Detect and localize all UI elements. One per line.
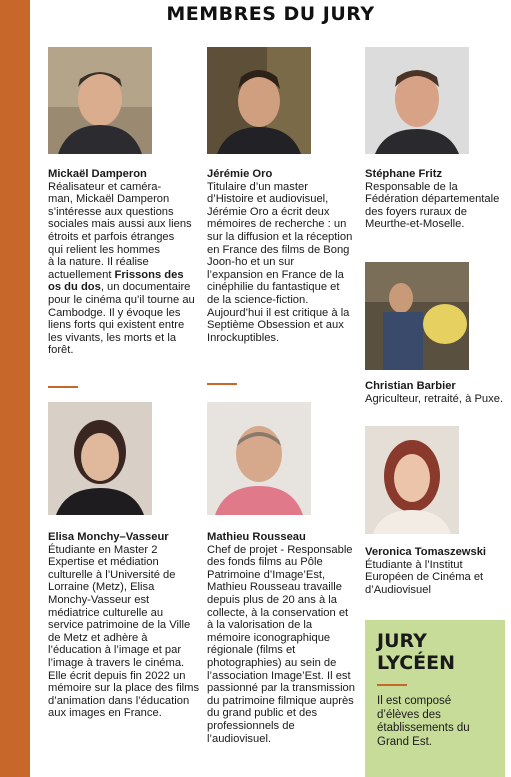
separator bbox=[48, 386, 78, 388]
member-stephane-fritz bbox=[365, 168, 507, 231]
member-name: Stéphane Fritz bbox=[365, 168, 443, 180]
portrait-photo-mickael-damperon bbox=[48, 47, 152, 154]
member-name: Elisa Monchy–Vasseur bbox=[48, 531, 169, 543]
member-bio: Réalisateur et caméra- man, Mickaël Damperon s’intéresse aux questions sociales mais aussi aux liens étroits et parfois étranges qui relient les hommes à la nature. Il réalise actuellement Frissons des os du dos, un documentaire pour le cinéma qu’il tourne au Cambodge. Il y évoque les liens forts qui existent entre les vivants, les morts et la forêt. bbox=[48, 180, 195, 357]
jury-lyceen-title: JURY LYCÉEN bbox=[377, 630, 456, 674]
member-bio: Étudiante en Master 2 Expertise et médiation culturelle à l’Université de Lorraine (Metz), Elisa Monchy-Vasseur est médiatrice culturelle au service patrimoine de la Ville de Metz et adhère à l’éducation à l’image et par l’image à travers le cinéma. Elle écrit depuis fin 2022 un mémoire sur la place des films d’animation dans l’éducation aux images en France. bbox=[48, 543, 200, 720]
portrait-photo-mathieu-rousseau bbox=[207, 402, 311, 515]
member-mickael-damperon bbox=[48, 168, 198, 357]
page-title: MEMBRES DU JURY bbox=[166, 3, 375, 25]
separator bbox=[207, 383, 237, 385]
member-name: Jérémie Oro bbox=[207, 168, 273, 180]
portrait-photo-stephane-fritz bbox=[365, 47, 469, 154]
portrait-photo-veronica-tomaszewski bbox=[365, 426, 459, 534]
member-bio: Responsable de la Fédération départementale des foyers ruraux de Meurthe-et-Moselle. bbox=[365, 180, 500, 231]
member-bio: Étudiante à l’Institut Européen de Cinéma et d’Audiovisuel bbox=[365, 558, 484, 596]
member-bio: Titulaire d’un master d’Histoire et audiovisuel, Jérémie Oro a écrit deux mémoires de recherche : un sur la diffusion et la réception en France des films de Bong Joon-ho et un sur l’expansion en France de la cinéphilie du fantastique et de la science-fiction. Aujourd’hui il est critique à la Septième Obsession et aux Inrockuptibles. bbox=[207, 180, 353, 344]
portrait-photo-elisa-monchy-vasseur bbox=[48, 402, 152, 515]
jury-lyceen-box bbox=[365, 620, 505, 777]
left-accent-band bbox=[0, 0, 30, 777]
separator bbox=[377, 684, 407, 686]
member-bio: Chef de projet - Responsable des fonds films au Pôle Patrimoine d’Image’Est, Mathieu Rousseau travaille depuis plus de 20 ans à la collecte, à la conservation et à la valorisation de la mémoire iconographique régionale (films et photographies) au sein de l’association Image’Est. Il est passionné par la transmission du patrimoine filmique auprès du grand public et des professionnels de l’audiovisuel. bbox=[207, 543, 355, 745]
portrait-photo-jeremie-oro bbox=[207, 47, 311, 154]
member-name: Veronica Tomaszewski bbox=[365, 546, 487, 558]
member-jeremie-oro bbox=[207, 168, 353, 344]
member-name: Christian Barbier bbox=[365, 380, 456, 392]
member-bio: Agriculteur, retraité, à Puxe. bbox=[365, 392, 504, 405]
member-veronica-tomaszewski bbox=[365, 546, 509, 596]
member-name: Mathieu Rousseau bbox=[207, 531, 306, 543]
member-christian-barbier bbox=[365, 380, 509, 405]
member-mathieu-rousseau bbox=[207, 531, 355, 745]
member-elisa-monchy-vasseur bbox=[48, 531, 200, 720]
jury-lyceen-text: Il est composé d’élèves des établissements du Grand Est. bbox=[377, 695, 470, 748]
portrait-photo-christian-barbier bbox=[365, 262, 469, 370]
member-name: Mickaël Damperon bbox=[48, 168, 147, 180]
